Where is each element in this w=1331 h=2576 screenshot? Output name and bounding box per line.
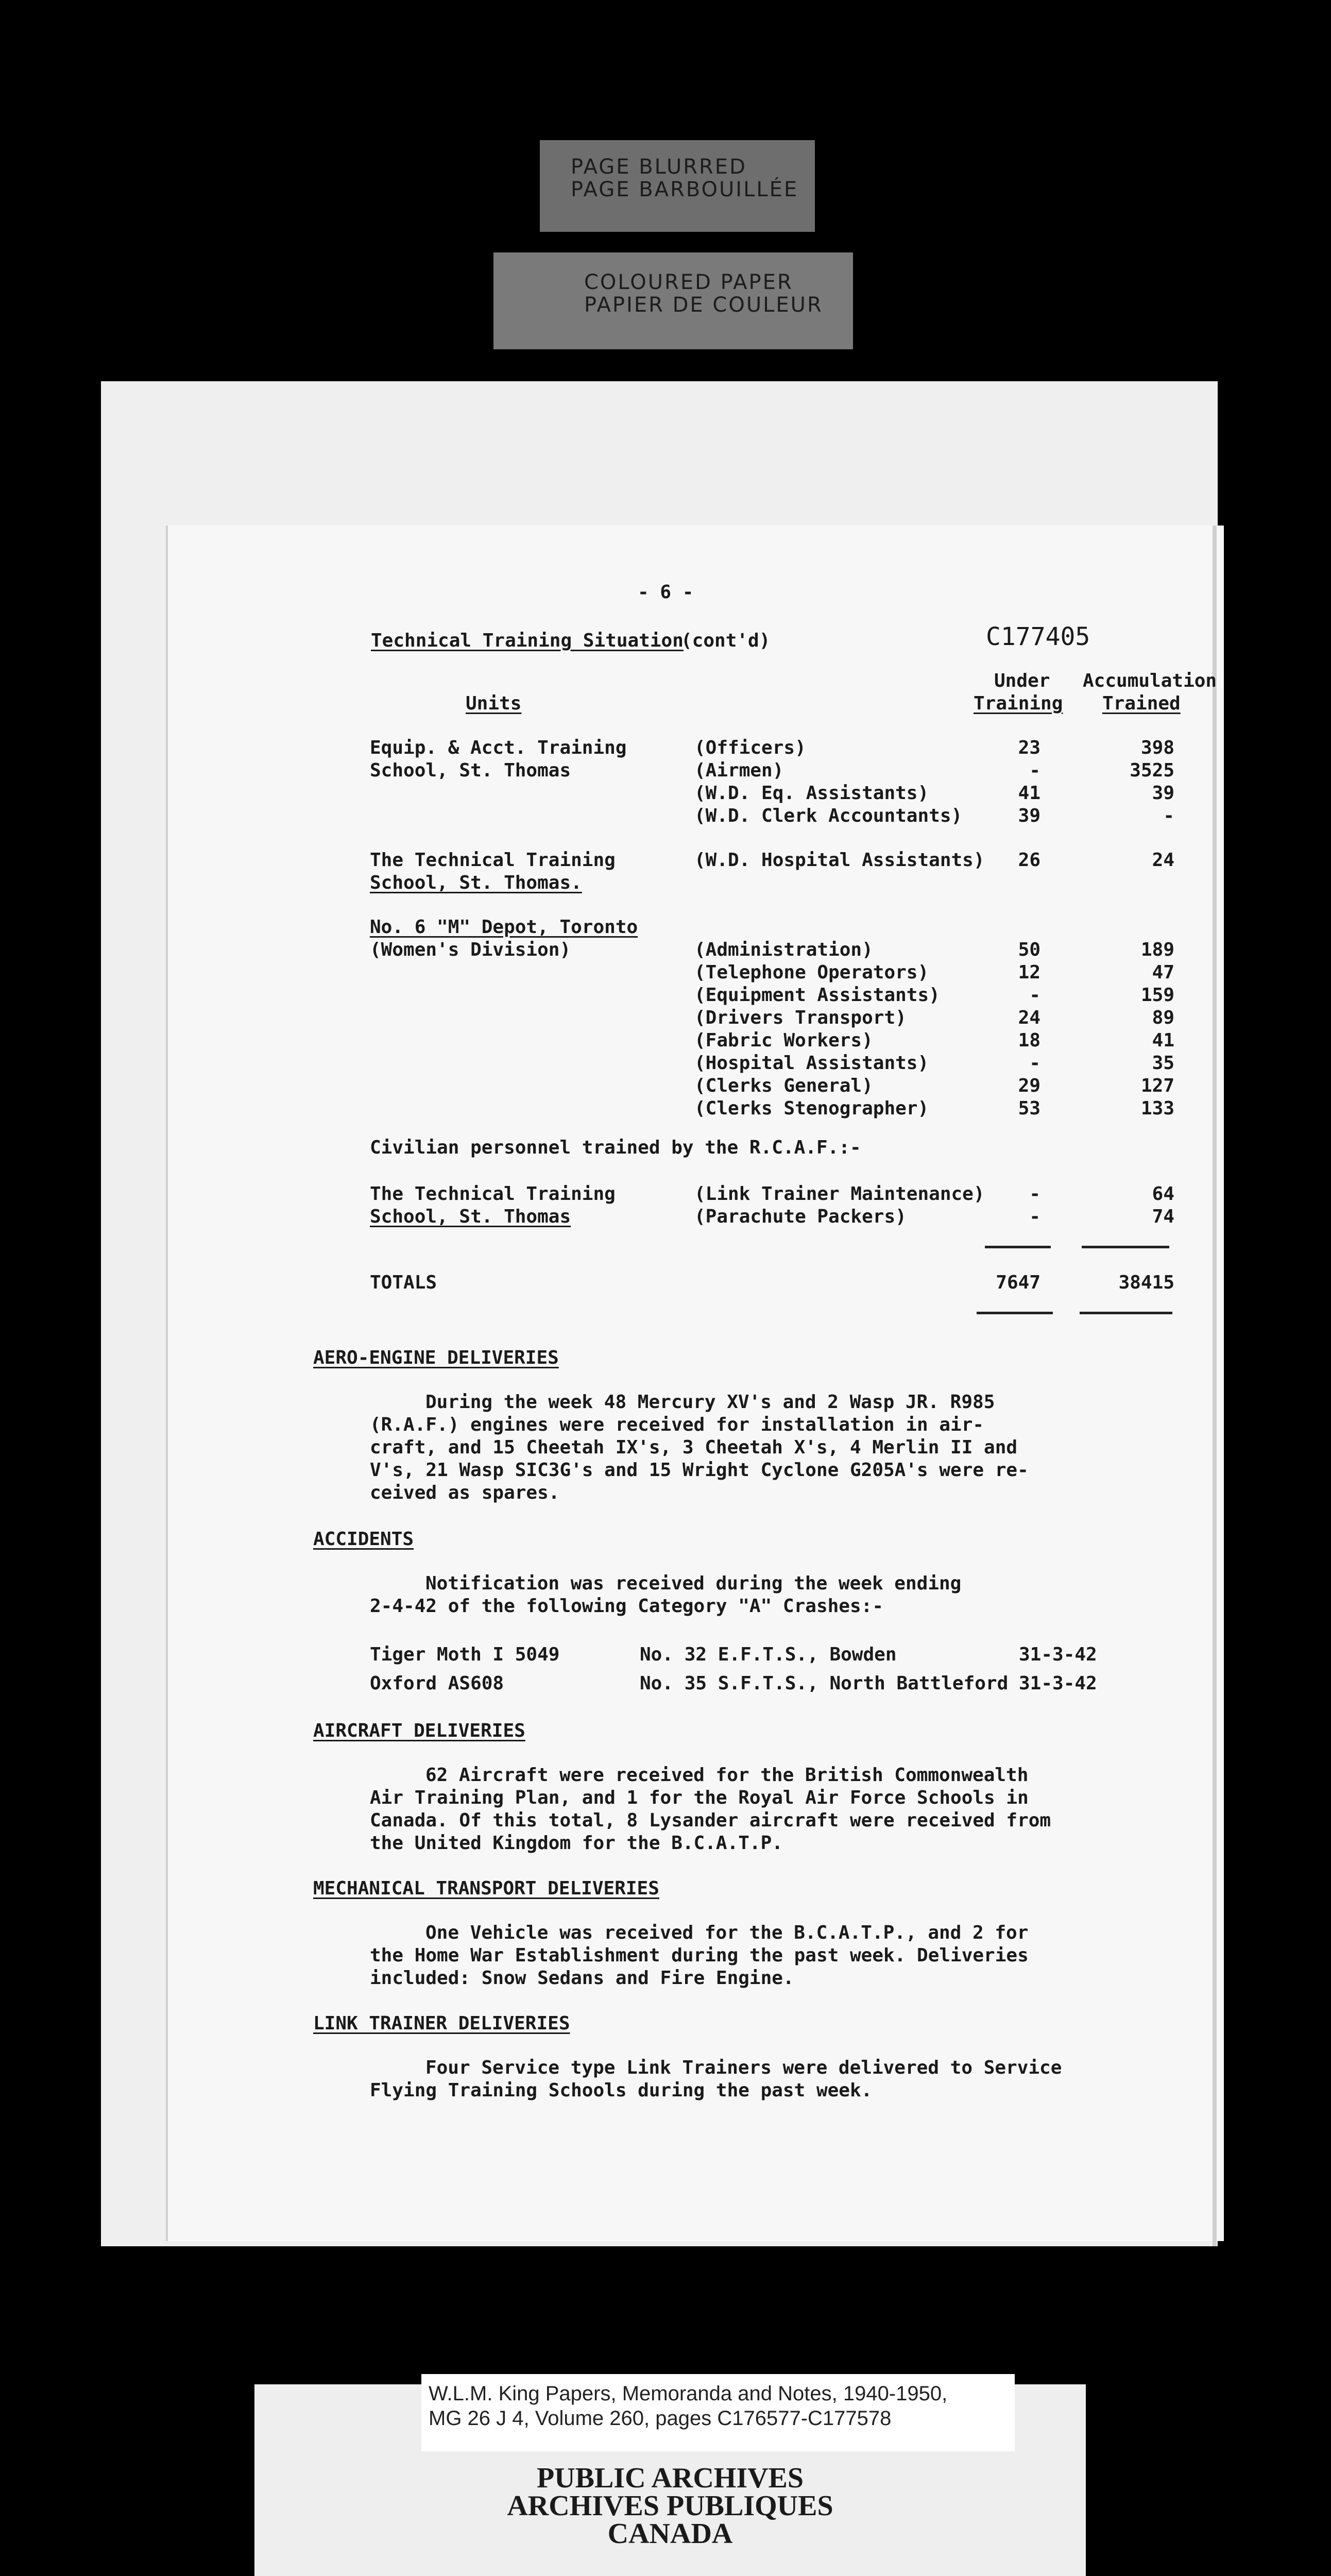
civilian-heading: Civilian personnel trained by the R.C.A.F.:- bbox=[370, 1137, 861, 1158]
under-value: - bbox=[1029, 760, 1040, 781]
col-accum-2: Trained bbox=[1102, 693, 1181, 714]
under-value: 50 bbox=[1018, 939, 1040, 960]
body-line: the United Kingdom for the B.C.A.T.P. bbox=[370, 1833, 783, 1854]
coloured-paper-card bbox=[493, 252, 853, 349]
under-value: 41 bbox=[1018, 783, 1040, 804]
category: (Fabric Workers) bbox=[694, 1030, 873, 1051]
accum-value: 189 bbox=[1140, 939, 1174, 960]
category: (Parachute Packers) bbox=[694, 1206, 907, 1227]
archive-line: CANADA bbox=[607, 2518, 733, 2550]
accum-value: 159 bbox=[1140, 985, 1174, 1006]
crash-date: 31-3-42 bbox=[1019, 1644, 1097, 1665]
col-accum-1: Accumulation bbox=[1083, 670, 1217, 691]
category: (Link Trainer Maintenance) bbox=[694, 1183, 985, 1205]
category: (Telephone Operators) bbox=[694, 962, 929, 983]
citation-line: MG 26 J 4, Volume 260, pages C176577-C177578 bbox=[429, 2407, 892, 2430]
section-title: Technical Training Situation bbox=[371, 630, 684, 651]
crash-aircraft: Tiger Moth I 5049 bbox=[370, 1644, 560, 1665]
body-line: One Vehicle was received for the B.C.A.T.P., and 2 for bbox=[425, 1922, 1029, 1943]
unit-name: School, St. Thomas. bbox=[370, 872, 582, 893]
accum-value: 39 bbox=[1152, 783, 1174, 804]
accum-value: 127 bbox=[1140, 1075, 1174, 1096]
accum-value: 74 bbox=[1152, 1206, 1174, 1227]
citation-line: W.L.M. King Papers, Memoranda and Notes, 1940-1950, bbox=[429, 2382, 948, 2405]
crash-aircraft: Oxford AS608 bbox=[370, 1673, 504, 1694]
crash-unit: No. 32 E.F.T.S., Bowden bbox=[640, 1644, 897, 1665]
page-blurred-card bbox=[540, 140, 815, 232]
totals-rule bbox=[977, 1312, 1053, 1314]
body-line: 62 Aircraft were received for the British Commonwealth bbox=[425, 1765, 1029, 1786]
col-under-2: Training bbox=[974, 693, 1063, 714]
under-value: 18 bbox=[1018, 1030, 1040, 1051]
category: (W.D. Eq. Assistants) bbox=[694, 783, 929, 804]
body-line: Air Training Plan, and 1 for the Royal Air Force Schools in bbox=[370, 1787, 1029, 1808]
under-value: 39 bbox=[1018, 805, 1040, 826]
archive-line: PUBLIC ARCHIVES bbox=[536, 2462, 804, 2494]
under-value: - bbox=[1029, 985, 1040, 1006]
under-value: 53 bbox=[1018, 1098, 1040, 1119]
subtotal-rule bbox=[985, 1246, 1051, 1248]
category: (Airmen) bbox=[694, 760, 784, 781]
unit-name: School, St. Thomas bbox=[370, 1206, 571, 1227]
document-id: C177405 bbox=[986, 622, 1090, 651]
category: (Hospital Assistants) bbox=[694, 1053, 929, 1074]
accum-value: 398 bbox=[1140, 737, 1174, 758]
body-line: Canada. Of this total, 8 Lysander aircraft were received from bbox=[370, 1810, 1051, 1831]
accum-value: 133 bbox=[1140, 1098, 1174, 1119]
accidents-heading: ACCIDENTS bbox=[313, 1529, 414, 1550]
under-value: 24 bbox=[1018, 1007, 1040, 1028]
unit-name: Equip. & Acct. Training bbox=[370, 737, 627, 758]
body-line: Notification was received during the week ending bbox=[425, 1573, 962, 1594]
under-value: 26 bbox=[1018, 850, 1040, 871]
accum-value: 24 bbox=[1152, 850, 1174, 871]
under-value: - bbox=[1029, 1053, 1040, 1074]
under-value: - bbox=[1029, 1183, 1040, 1205]
unit-name: (Women's Division) bbox=[370, 939, 571, 960]
accum-value: 41 bbox=[1152, 1030, 1174, 1051]
under-value: 23 bbox=[1018, 737, 1040, 758]
totals-label: TOTALS bbox=[370, 1272, 437, 1293]
card-line-fr: PAPIER DE COULEUR bbox=[584, 293, 823, 317]
accum-value: 47 bbox=[1152, 962, 1174, 983]
accum-value: - bbox=[1163, 805, 1174, 826]
unit-name: The Technical Training bbox=[370, 1183, 616, 1205]
crash-unit: No. 35 S.F.T.S., North Battleford bbox=[640, 1673, 1009, 1694]
body-line: ceived as spares. bbox=[370, 1482, 560, 1503]
sheet-edge bbox=[1213, 526, 1217, 2246]
body-line: the Home War Establishment during the past week. Deliveries bbox=[370, 1945, 1029, 1966]
aircraft-heading: AIRCRAFT DELIVERIES bbox=[313, 1720, 525, 1741]
body-line: 2-4-42 of the following Category "A" Crashes:- bbox=[370, 1596, 883, 1617]
category: (Administration) bbox=[694, 939, 873, 960]
section-suffix: (cont'd) bbox=[681, 630, 771, 651]
unit-name: School, St. Thomas bbox=[370, 760, 571, 781]
totals-rule bbox=[1080, 1312, 1172, 1314]
subtotal-rule bbox=[1082, 1246, 1169, 1248]
category: (Drivers Transport) bbox=[694, 1007, 907, 1028]
body-line: Four Service type Link Trainers were delivered to Service bbox=[425, 2057, 1062, 2078]
category: (W.D. Clerk Accountants) bbox=[694, 805, 963, 826]
card-line-fr: PAGE BARBOUILLÉE bbox=[571, 178, 799, 201]
under-value: - bbox=[1029, 1206, 1040, 1227]
accum-value: 3525 bbox=[1130, 760, 1174, 781]
category: (Equipment Assistants) bbox=[694, 985, 940, 1006]
body-line: craft, and 15 Cheetah IX's, 3 Cheetah X's, 4 Merlin II and bbox=[370, 1437, 1018, 1458]
body-line: V's, 21 Wasp SIC3G's and 15 Wright Cyclone G205A's were re- bbox=[370, 1460, 1029, 1481]
crash-date: 31-3-42 bbox=[1019, 1673, 1097, 1694]
category: (Clerks Stenographer) bbox=[694, 1098, 929, 1119]
body-line: Flying Training Schools during the past week. bbox=[370, 2080, 873, 2101]
archive-line: ARCHIVES PUBLIQUES bbox=[507, 2490, 833, 2522]
under-value: 12 bbox=[1018, 962, 1040, 983]
body-line: (R.A.F.) engines were received for installation in air- bbox=[370, 1414, 984, 1435]
accum-value: 64 bbox=[1152, 1183, 1174, 1205]
card-line-en: COLOURED PAPER bbox=[584, 270, 793, 294]
unit-name: No. 6 "M" Depot, Toronto bbox=[370, 917, 638, 938]
totals-under: 7647 bbox=[996, 1272, 1040, 1293]
accum-value: 89 bbox=[1152, 1007, 1174, 1028]
accum-value: 35 bbox=[1152, 1053, 1174, 1074]
category: (W.D. Hospital Assistants) bbox=[694, 850, 985, 871]
col-under-1: Under bbox=[994, 670, 1050, 691]
col-units: Units bbox=[466, 693, 522, 714]
category: (Officers) bbox=[694, 737, 806, 758]
aero-heading: AERO-ENGINE DELIVERIES bbox=[313, 1347, 559, 1368]
totals-accum: 38415 bbox=[1118, 1272, 1174, 1293]
page-number: - 6 - bbox=[638, 582, 694, 603]
category: (Clerks General) bbox=[694, 1075, 873, 1096]
body-line: included: Snow Sedans and Fire Engine. bbox=[370, 1968, 794, 1989]
link-heading: LINK TRAINER DELIVERIES bbox=[313, 2013, 570, 2034]
unit-name: The Technical Training bbox=[370, 850, 616, 871]
mechanical-heading: MECHANICAL TRANSPORT DELIVERIES bbox=[313, 1878, 659, 1899]
citation-label bbox=[421, 2374, 1015, 2451]
body-line: During the week 48 Mercury XV's and 2 Wasp JR. R985 bbox=[425, 1392, 995, 1413]
under-value: 29 bbox=[1018, 1075, 1040, 1096]
card-line-en: PAGE BLURRED bbox=[571, 155, 747, 179]
